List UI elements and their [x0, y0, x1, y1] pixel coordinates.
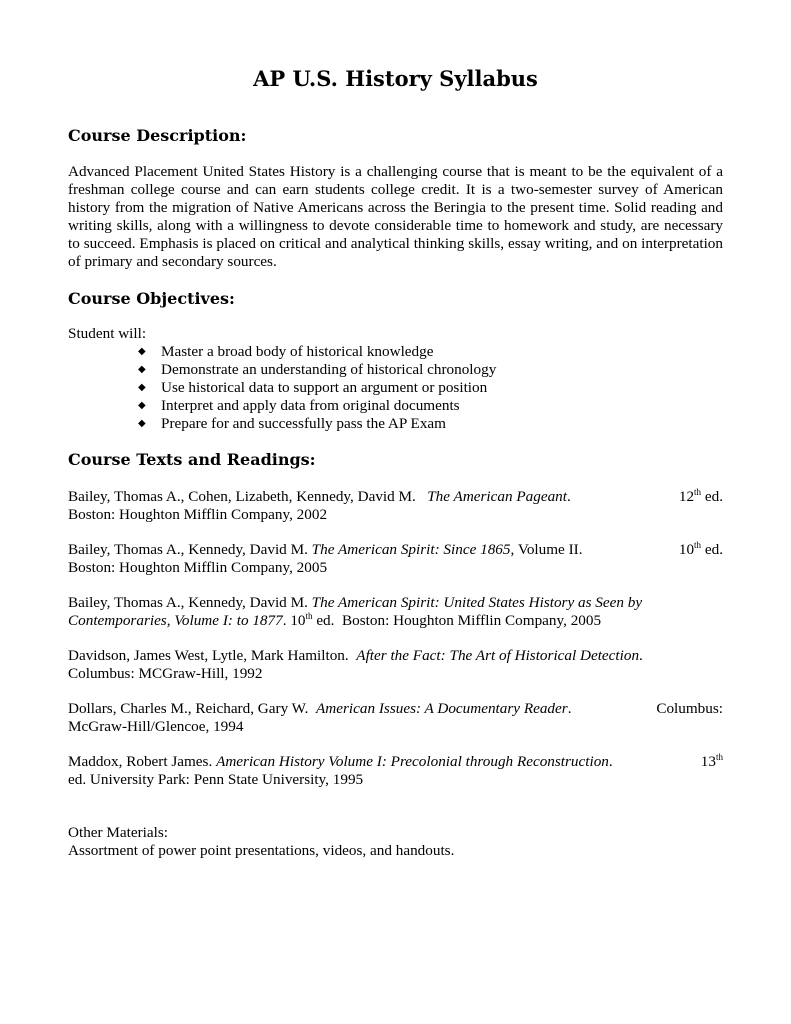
reference-entry: Bailey, Thomas A., Kennedy, David M. The American Spirit: United States History as Seen by Contemporaries, Volume I: to 1877. 10th ed. Boston: Houghton Mifflin Company, 2005 [68, 594, 643, 629]
reference-entry: Maddox, Robert James. American History Volume I: Precolonial through Reconstruction. 13th ed. University Park: Penn State University, 1995 [68, 752, 723, 788]
reference-entry: Davidson, James West, Lytle, Mark Hamilton. After the Fact: The Art of Historical Detection. Columbus: MCGraw-Hill, 1992 [68, 647, 643, 682]
other-materials-text: Assortment of power point presentations, videos, and handouts. [68, 842, 455, 859]
course-texts-heading: Course Texts and Readings: [68, 450, 316, 469]
list-item: ◆ Demonstrate an understanding of historical chronology [138, 361, 497, 378]
list-item: ◆ Interpret and apply data from original documents [138, 397, 460, 414]
diamond-bullet-icon: ◆ [138, 382, 146, 393]
list-item: ◆ Master a broad body of historical knowledge [138, 343, 434, 360]
course-objectives-heading: Course Objectives: [68, 289, 235, 308]
reference-entry: Bailey, Thomas A., Kennedy, David M. The American Spirit: Since 1865, Volume II. 10th ed. Boston: Houghton Mifflin Company, 2005 [68, 540, 723, 576]
diamond-bullet-icon: ◆ [138, 418, 146, 429]
reference-entry: Dollars, Charles M., Reichard, Gary W. American Issues: A Documentary Reader. Columbus: McGraw-Hill/Glencoe, 1994 [68, 700, 723, 735]
diamond-bullet-icon: ◆ [138, 400, 146, 411]
other-materials-label: Other Materials: [68, 824, 168, 841]
objectives-list [68, 343, 723, 433]
course-description-text: Advanced Placement United States History is a challenging course that is meant to be the equivalent of a freshman college course and can earn students college credit. It is a two-semester survey of American history from the migration of Native Americans across the Beringia to the present time. Solid reading and writing skills, along with a willingness to devote considerable time to homework and study, are necessary to succeed. Emphasis is placed on critical and analytical thinking skills, essay writing, and on interpretation of primary and secondary sources. [68, 163, 723, 270]
list-item: ◆ Use historical data to support an argument or position [138, 379, 488, 396]
page-title: AP U.S. History Syllabus [253, 66, 538, 91]
list-item: ◆ Prepare for and successfully pass the AP Exam [138, 415, 446, 432]
diamond-bullet-icon: ◆ [138, 364, 146, 375]
course-description-heading: Course Description: [68, 126, 247, 145]
objectives-intro: Student will: [68, 325, 147, 342]
reference-entry: Bailey, Thomas A., Cohen, Lizabeth, Kennedy, David M. The American Pageant. 12th ed. Boston: Houghton Mifflin Company, 2002 [68, 487, 723, 523]
diamond-bullet-icon: ◆ [138, 346, 146, 357]
